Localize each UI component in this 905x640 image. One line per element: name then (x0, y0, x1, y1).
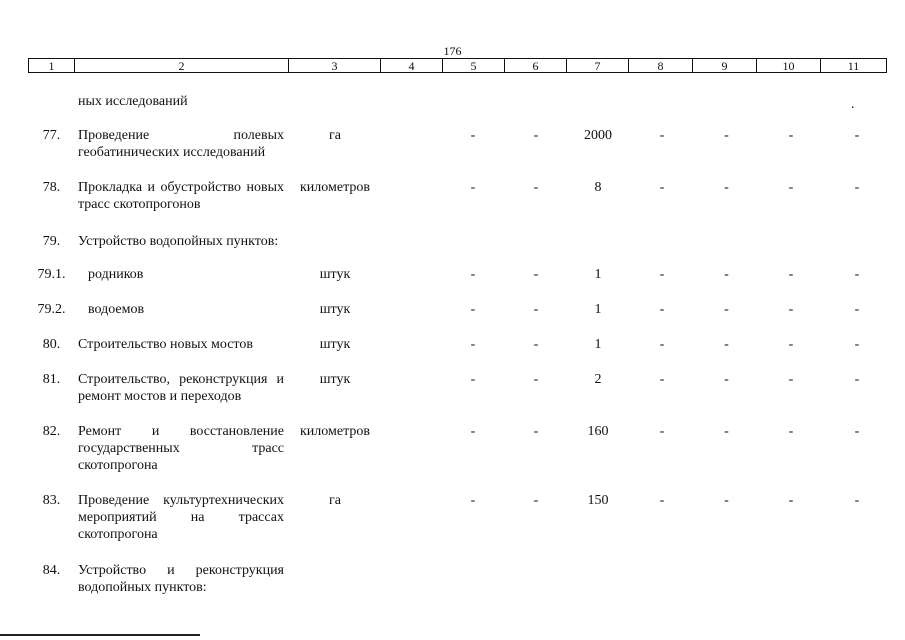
cell-col6: - (533, 180, 539, 195)
row-number: 79.2. (37, 302, 66, 317)
column-header: 10 (757, 59, 821, 73)
column-header: 3 (289, 59, 381, 73)
row-number: 80. (42, 337, 61, 352)
row-name: Ремонт и восстановление государственных трасс скотопрогона (78, 424, 284, 473)
cell-col8: - (659, 424, 665, 439)
row-number: 83. (42, 493, 61, 508)
cell-col9: - (724, 128, 729, 143)
column-header: 4 (381, 59, 443, 73)
cell-col7: 2000 (584, 128, 612, 143)
row-number: 78. (42, 180, 61, 195)
row-name: родников (88, 267, 144, 282)
row-number: 77. (42, 128, 61, 143)
cell-col5: - (470, 267, 476, 282)
cell-col7: 1 (594, 302, 602, 317)
row-number: 81. (42, 372, 61, 387)
cell-col7: 160 (587, 424, 609, 439)
cell-col10: - (788, 424, 794, 439)
page-bottom-rule (0, 634, 200, 636)
cell-col9: - (724, 180, 729, 195)
cell-col6: - (533, 337, 539, 352)
row-unit: штук (319, 267, 351, 282)
cell-col8: - (659, 372, 665, 387)
cell-col7: 1 (594, 267, 602, 282)
cell-col9: - (724, 493, 729, 508)
row-unit: штук (319, 337, 351, 352)
cell-col11: - (854, 424, 860, 439)
cell-col5: - (470, 180, 476, 195)
row-name: Проведение полевых геобатинических исследований (78, 128, 284, 160)
row-unit: га (329, 128, 341, 143)
cell-col11: - (854, 372, 860, 387)
column-header: 8 (629, 59, 693, 73)
cell-col11: - (854, 337, 860, 352)
cell-col5: - (470, 372, 476, 387)
stray-dot: . (851, 97, 855, 112)
page-number: 176 (443, 44, 462, 58)
cell-col11: - (854, 267, 860, 282)
cell-col6: - (533, 267, 539, 282)
cell-col9: - (724, 337, 729, 352)
cell-col5: - (470, 493, 476, 508)
row-name: Проведение культуртехнических мероприятий на трассах скотопрогона (78, 493, 284, 542)
row-unit: штук (319, 372, 351, 387)
cell-col8: - (659, 337, 665, 352)
cell-col6: - (533, 493, 539, 508)
cell-col9: - (724, 424, 729, 439)
cell-col10: - (788, 302, 794, 317)
row-name: Прокладка и обустройство новых трасс скотопрогонов (78, 180, 284, 212)
column-header: 7 (567, 59, 629, 73)
column-header: 11 (821, 59, 887, 73)
row-unit: километров (300, 180, 370, 195)
row-name: Устройство водопойных пунктов: (78, 234, 279, 249)
row-number: 79. (42, 234, 61, 249)
column-header: 2 (75, 59, 289, 73)
cell-col10: - (788, 493, 794, 508)
cell-col5: - (470, 128, 476, 143)
cell-col7: 1 (594, 337, 602, 352)
cell-col11: - (854, 493, 860, 508)
column-header-table (28, 58, 887, 73)
cell-col6: - (533, 372, 539, 387)
cell-col10: - (788, 337, 794, 352)
cell-col8: - (659, 128, 665, 143)
cell-col9: - (724, 267, 729, 282)
cell-col11: - (854, 128, 860, 143)
column-header: 9 (693, 59, 757, 73)
cell-col10: - (788, 128, 794, 143)
cell-col9: - (724, 372, 729, 387)
row-name: Строительство, реконструкция и ремонт мостов и переходов (78, 372, 284, 404)
row-unit: километров (300, 424, 370, 439)
cell-col9: - (724, 302, 729, 317)
row-number: 82. (42, 424, 61, 439)
column-header: 5 (443, 59, 505, 73)
row-number: 79.1. (37, 267, 66, 282)
cell-col7: 8 (594, 180, 602, 195)
cell-col7: 150 (587, 493, 609, 508)
row-name: Строительство новых мостов (78, 337, 253, 352)
cell-col8: - (659, 267, 665, 282)
cell-col11: - (854, 302, 860, 317)
cell-col5: - (470, 424, 476, 439)
column-header: 1 (29, 59, 75, 73)
cell-col6: - (533, 128, 539, 143)
row-unit: га (329, 493, 341, 508)
cell-col6: - (533, 302, 539, 317)
cell-col8: - (659, 302, 665, 317)
cell-col11: - (854, 180, 860, 195)
cell-col8: - (659, 493, 665, 508)
cell-col10: - (788, 180, 794, 195)
cell-col7: 2 (594, 372, 602, 387)
cell-col10: - (788, 372, 794, 387)
cell-col5: - (470, 302, 476, 317)
continuation-text: ных исследований (78, 94, 188, 109)
cell-col8: - (659, 180, 665, 195)
cell-col10: - (788, 267, 794, 282)
cell-col6: - (533, 424, 539, 439)
row-number: 84. (42, 563, 61, 578)
row-name: Устройство и реконструкция водопойных пунктов: (78, 563, 284, 595)
column-header: 6 (505, 59, 567, 73)
row-name: водоемов (88, 302, 145, 317)
row-unit: штук (319, 302, 351, 317)
cell-col5: - (470, 337, 476, 352)
